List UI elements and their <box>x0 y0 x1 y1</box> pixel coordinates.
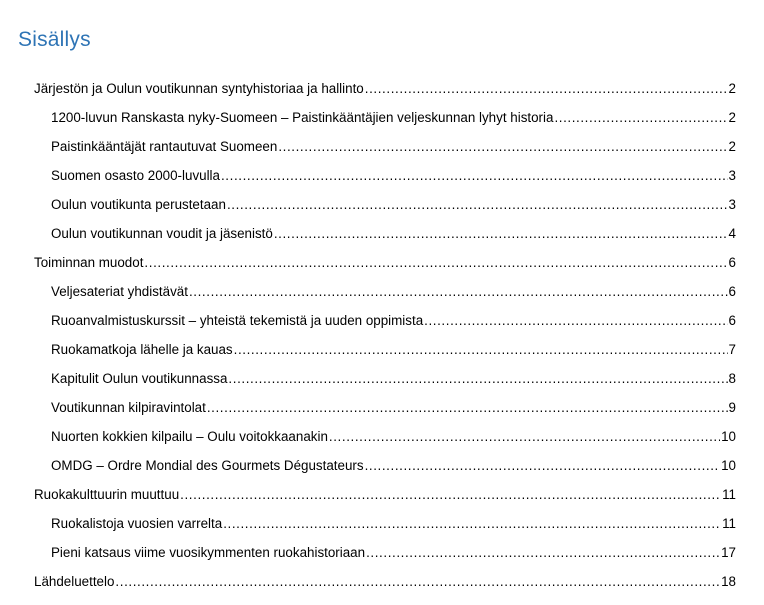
toc-entry[interactable] <box>0 451 764 480</box>
dot-leader <box>365 81 728 97</box>
toc-entry-page: 3 <box>728 167 736 183</box>
toc-entry-page: 17 <box>721 544 736 560</box>
table-of-contents <box>0 74 764 596</box>
toc-entry-title: Ruoanvalmistuskurssit – yhteistä tekemistä ja uuden oppimista <box>51 312 424 328</box>
dot-leader <box>329 429 720 445</box>
toc-entry[interactable] <box>0 219 764 248</box>
toc-entry[interactable] <box>0 538 764 567</box>
toc-entry-page: 2 <box>728 138 736 154</box>
toc-entry[interactable] <box>0 277 764 306</box>
toc-entry-page: 2 <box>728 109 736 125</box>
toc-entry-title: 1200-luvun Ranskasta nyky-Suomeen – Paistinkääntäjien veljeskunnan lyhyt historia <box>51 109 554 125</box>
toc-entry-page: 2 <box>728 80 736 96</box>
dot-leader <box>144 255 727 271</box>
toc-entry-page: 6 <box>728 312 736 328</box>
toc-entry[interactable] <box>0 567 764 596</box>
toc-entry[interactable] <box>0 103 764 132</box>
toc-entry[interactable] <box>0 393 764 422</box>
toc-entry[interactable] <box>0 335 764 364</box>
dot-leader <box>207 400 728 416</box>
dot-leader <box>234 342 728 358</box>
toc-entry[interactable] <box>0 306 764 335</box>
toc-entry[interactable] <box>0 509 764 538</box>
toc-entry-title: Pieni katsaus viime vuosikymmenten ruokahistoriaan <box>51 544 366 560</box>
dot-leader <box>228 371 727 387</box>
dot-leader <box>221 168 728 184</box>
toc-entry-page: 11 <box>722 515 736 531</box>
toc-entry-title: Lähdeluettelo <box>34 573 115 589</box>
dot-leader <box>223 516 721 532</box>
toc-entry[interactable] <box>0 74 764 103</box>
toc-entry[interactable] <box>0 364 764 393</box>
toc-entry-title: Ruokalistoja vuosien varrelta <box>51 515 223 531</box>
toc-entry[interactable] <box>0 422 764 451</box>
toc-entry-page: 10 <box>721 457 736 473</box>
toc-entry[interactable] <box>0 132 764 161</box>
toc-entry-page: 6 <box>728 283 736 299</box>
toc-entry-title: Kapitulit Oulun voutikunnassa <box>51 370 228 386</box>
toc-entry-title: Veljesateriat yhdistävät <box>51 283 188 299</box>
dot-leader <box>115 574 720 590</box>
toc-entry-title: Nuorten kokkien kilpailu – Oulu voitokkaanakin <box>51 428 328 444</box>
toc-entry-page: 9 <box>728 399 736 415</box>
dot-leader <box>274 226 728 242</box>
toc-entry-page: 11 <box>722 486 736 502</box>
toc-entry-title: Oulun voutikunta perustetaan <box>51 196 226 212</box>
dot-leader <box>189 284 728 300</box>
toc-entry[interactable] <box>0 480 764 509</box>
toc-entry-title: Suomen osasto 2000-luvulla <box>51 167 220 183</box>
dot-leader <box>366 545 720 561</box>
dot-leader <box>278 139 727 155</box>
toc-entry-title: Järjestön ja Oulun voutikunnan syntyhistoriaa ja hallinto <box>34 80 364 96</box>
toc-entry[interactable] <box>0 190 764 219</box>
dot-leader <box>227 197 728 213</box>
toc-entry-page: 8 <box>728 370 736 386</box>
toc-entry-title: Ruokakulttuurin muuttuu <box>34 486 180 502</box>
toc-entry-title: Ruokamatkoja lähelle ja kauas <box>51 341 233 357</box>
dot-leader <box>180 487 721 503</box>
toc-entry-title: Paistinkääntäjät rantautuvat Suomeen <box>51 138 278 154</box>
toc-entry-page: 10 <box>721 428 736 444</box>
toc-entry-page: 3 <box>728 196 736 212</box>
dot-leader <box>365 458 721 474</box>
toc-entry[interactable] <box>0 248 764 277</box>
toc-entry-title: OMDG – Ordre Mondial des Gourmets Dégustateurs <box>51 457 364 473</box>
toc-entry-page: 18 <box>721 573 736 589</box>
toc-heading: Sisällys <box>18 28 91 52</box>
toc-entry-page: 4 <box>728 225 736 241</box>
toc-entry-page: 7 <box>728 341 736 357</box>
toc-entry-title: Toiminnan muodot <box>34 254 144 270</box>
dot-leader <box>554 110 727 126</box>
toc-entry[interactable] <box>0 161 764 190</box>
toc-entry-title: Voutikunnan kilpiravintolat <box>51 399 206 415</box>
toc-entry-page: 6 <box>728 254 736 270</box>
dot-leader <box>424 313 727 329</box>
toc-entry-title: Oulun voutikunnan voudit ja jäsenistö <box>51 225 273 241</box>
